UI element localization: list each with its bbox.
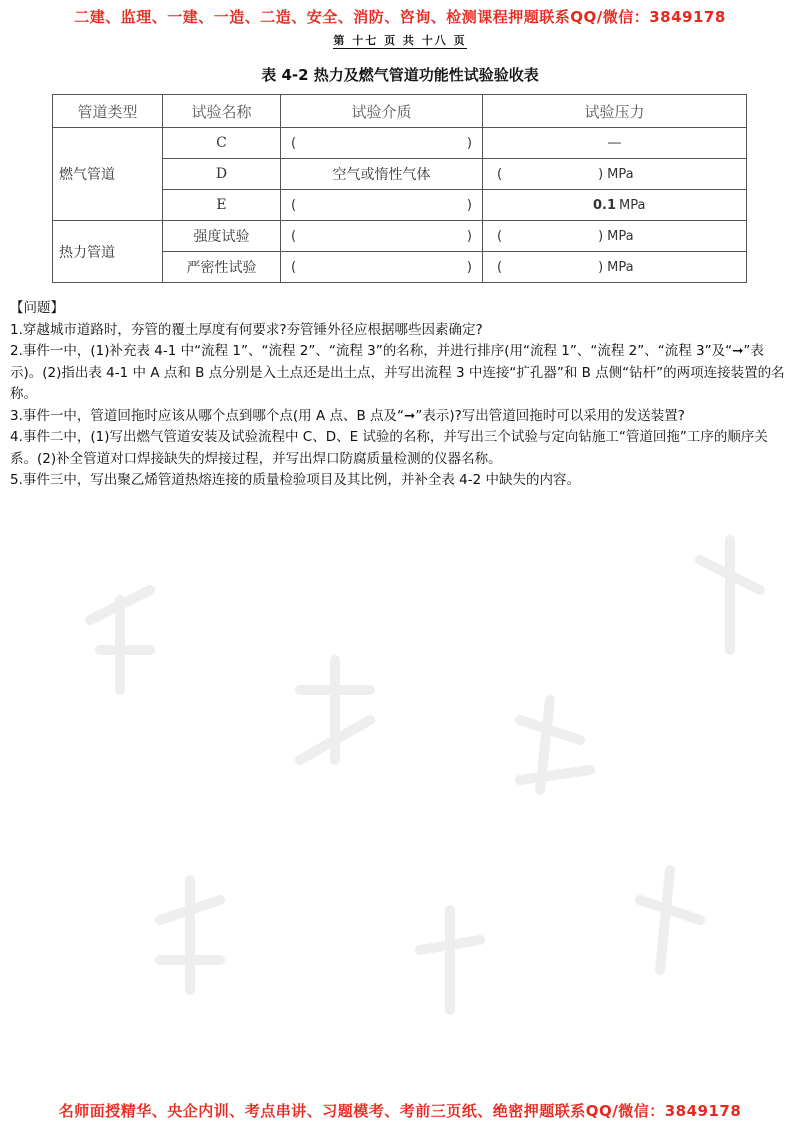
top-banner: 二建、监理、一建、一造、二造、安全、消防、咨询、检测课程押题联系QQ/微信：3849178 xyxy=(74,8,726,26)
test-name: D xyxy=(163,159,281,190)
questions-section xyxy=(10,298,790,492)
pressure-unit: MPa xyxy=(607,228,634,244)
pressure-cell xyxy=(483,128,747,159)
table-row xyxy=(53,128,747,159)
question-2: 2.事件一中，(1)补充表 4-1 中“流程 1”、“流程 2”、“流程 3”的名称，并进行排序(用“流程 1”、“流程 2”、“流程 3”及“➞”表示)。(2)指出表 4-1 中 A 点和 B 点分别是入土点还是出土点，并写出流程 3 中连接“扩孔器”和 B 点侧“钻杆”的两项连接装置的名称。 xyxy=(10,343,785,402)
close-paren: ) xyxy=(466,259,472,275)
header-pipe-type: 管道类型 xyxy=(53,95,163,128)
pressure-cell xyxy=(483,221,747,252)
gas-pipe-label: 燃气管道 xyxy=(53,128,163,221)
table-row xyxy=(53,221,747,252)
question-5: 5.事件三中，写出聚乙烯管道热熔连接的质量检验项目及其比例，并补全表 4-2 中缺失的内容。 xyxy=(10,472,581,488)
test-name: 严密性试验 xyxy=(163,252,281,283)
pressure-cell xyxy=(483,159,747,190)
question-1: 1.穿越城市道路时，夯管的覆土厚度有何要求?夯管锤外径应根据哪些因素确定? xyxy=(10,321,483,338)
close-paren: ) xyxy=(598,259,604,275)
questions-heading: 【问题】 xyxy=(10,300,64,316)
close-paren: ) xyxy=(466,135,472,151)
close-paren: ) xyxy=(466,228,472,244)
test-name: 强度试验 xyxy=(163,221,281,252)
table-header-row xyxy=(53,95,747,128)
open-paren: ( xyxy=(291,228,297,244)
pressure-value: 0.1 xyxy=(593,197,617,213)
test-name: C xyxy=(163,128,281,159)
open-paren: ( xyxy=(291,197,297,213)
question-3: 3.事件一中，管道回拖时应该从哪个点到哪个点(用 A 点、B 点及“➞”表示)?写出管道回拖时可以采用的发送装置? xyxy=(10,407,685,424)
page-indicator-text: 第 十七 页 共 十八 页 xyxy=(333,34,467,47)
table-caption: 表 4-2 热力及燃气管道功能性试验验收表 xyxy=(261,66,539,84)
pressure-cell xyxy=(483,252,747,283)
medium-cell xyxy=(281,128,483,159)
header-test-medium: 试验介质 xyxy=(281,95,483,128)
test-name: E xyxy=(163,190,281,221)
pressure-unit: MPa xyxy=(607,259,634,275)
open-paren: ( xyxy=(291,259,297,275)
question-4: 4.事件二中，(1)写出燃气管道安装及试验流程中 C、D、E 试验的名称，并写出三个试验与定向钻施工“管道回拖”工序的顺序关系。(2)补全管道对口焊接缺失的焊接过程，并写出焊口防腐质量检测的仪器名称。 xyxy=(10,429,768,467)
open-paren: ( xyxy=(497,259,503,275)
medium-cell: 空气或惰性气体 xyxy=(281,159,483,190)
pressure-unit: MPa xyxy=(607,166,634,182)
pressure-cell xyxy=(483,190,747,221)
close-paren: ) xyxy=(598,228,604,244)
pressure-unit: MPa xyxy=(619,197,646,213)
bottom-banner: 名师面授精华、央企内训、考点串讲、习题模考、考前三页纸、绝密押题联系QQ/微信：3849178 xyxy=(58,1102,742,1120)
close-paren: ) xyxy=(598,166,604,182)
header-test-name: 试验名称 xyxy=(163,95,281,128)
page-indicator xyxy=(0,32,800,48)
open-paren: ( xyxy=(497,228,503,244)
medium-cell xyxy=(281,221,483,252)
dash: — xyxy=(607,135,622,151)
open-paren: ( xyxy=(291,135,297,151)
medium-cell xyxy=(281,252,483,283)
acceptance-table xyxy=(52,94,747,283)
close-paren: ) xyxy=(466,197,472,213)
heat-pipe-label: 热力管道 xyxy=(53,221,163,283)
medium-cell xyxy=(281,190,483,221)
header-test-pressure: 试验压力 xyxy=(483,95,747,128)
open-paren: ( xyxy=(497,166,503,182)
